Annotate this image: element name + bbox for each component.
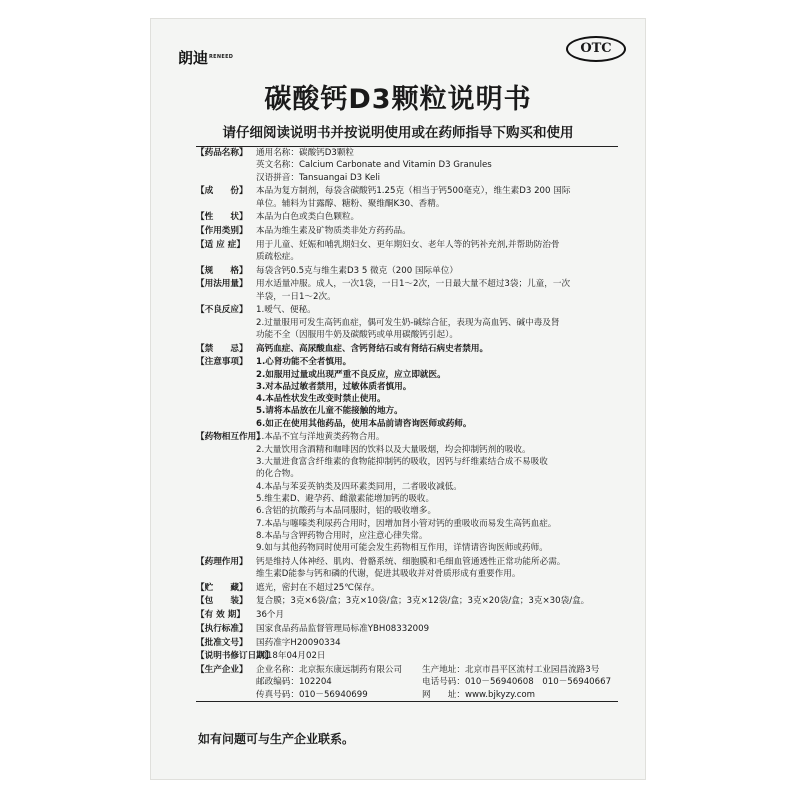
section-line: 的化合物。 bbox=[256, 469, 299, 480]
section-label: 【有 效 期】 bbox=[196, 610, 245, 621]
manufacturer-address: 生产地址：北京市昌平区流村工业园昌流路3号 bbox=[422, 664, 600, 675]
section-line: 复合膜；3克×6袋/盒；3克×10袋/盒；3克×12袋/盒；3克×20袋/盒；3克×30袋/盒。 bbox=[256, 596, 590, 607]
section-line: 8.本品与含钾药物合用时，应注意心律失常。 bbox=[256, 530, 428, 541]
brand-logo-sub: RENEED bbox=[209, 54, 234, 60]
section-value bbox=[256, 556, 618, 581]
section-manufacturer bbox=[196, 664, 618, 701]
section-line: 国药准字H20090334 bbox=[256, 637, 341, 648]
section-line: 用水适量冲服。成人，一次1袋，一日1～2次，一日最大量不超过3袋；儿童，一次 bbox=[256, 279, 571, 290]
section-line: 英文名称：Calcium Carbonate and Vitamin D3 Granules bbox=[256, 160, 492, 171]
section-line: 高钙血症、高尿酸血症、含钙肾结石或有肾结石病史者禁用。 bbox=[256, 343, 489, 354]
section-row bbox=[196, 211, 618, 223]
manufacturer-row-1 bbox=[256, 664, 618, 676]
section-row bbox=[196, 609, 618, 621]
section-line: 国家食品药品监督管理局标准YBH08332009 bbox=[256, 623, 430, 634]
section-row bbox=[196, 650, 618, 662]
section-value bbox=[256, 637, 618, 649]
section-label: 【批准文号】 bbox=[196, 637, 248, 648]
section-value bbox=[256, 304, 618, 341]
manufacturer-company: 企业名称：北京振东康远制药有限公司 bbox=[256, 664, 403, 675]
section-value bbox=[256, 211, 618, 223]
section-label: 【规 格】 bbox=[196, 265, 248, 276]
section-row bbox=[196, 343, 618, 355]
section-value bbox=[256, 623, 618, 635]
section-value bbox=[256, 582, 618, 594]
manufacturer-fax: 传真号码：010－56940699 bbox=[256, 689, 368, 700]
section-line: 2.大量饮用含酒精和咖啡因的饮料以及大量吸烟，均会抑制钙剂的吸收。 bbox=[256, 444, 531, 455]
section-value bbox=[256, 595, 618, 607]
section-value bbox=[256, 147, 618, 184]
instruction-content bbox=[196, 146, 618, 702]
section-line: 1.本品不宜与洋地黄类药物合用。 bbox=[256, 432, 385, 443]
section-value bbox=[256, 356, 618, 430]
section-line: 6.含铝的抗酸药与本品同服时，铝的吸收增多。 bbox=[256, 506, 437, 517]
brand-logo: 朗迪 bbox=[178, 49, 209, 67]
section-value bbox=[256, 609, 618, 621]
section-label: 【用法用量】 bbox=[196, 279, 248, 290]
section-row bbox=[196, 225, 618, 237]
section-line: 本品为维生素及矿物质类非处方药药品。 bbox=[256, 225, 411, 236]
section-row bbox=[196, 278, 618, 303]
section-row bbox=[196, 239, 618, 264]
otc-badge: OTC bbox=[566, 36, 626, 62]
section-label: 【药品名称】 bbox=[196, 148, 248, 158]
section-line: 3.对本品过敏者禁用，过敏体质者慎用。 bbox=[256, 381, 412, 392]
section-label: 【生产企业】 bbox=[196, 664, 248, 675]
section-line: 功能不全（因服用牛奶及碳酸钙或单用碳酸钙引起）。 bbox=[256, 329, 458, 340]
section-line: 维生素D能参与钙和磷的代谢，促进其吸收并对骨质形成有重要作用。 bbox=[256, 569, 521, 580]
section-line: 本品为白色或类白色颗粒。 bbox=[256, 212, 360, 223]
document-subtitle: 请仔细阅读说明书并按说明使用或在药师指导下购买和使用 bbox=[222, 125, 574, 141]
section-line: 36个月 bbox=[256, 610, 285, 621]
section-label: 【执行标准】 bbox=[196, 623, 248, 634]
section-row bbox=[196, 185, 618, 210]
section-label: 【说明书修订日期】 bbox=[196, 651, 274, 662]
section-line: 4.本品性状发生改变时禁止使用。 bbox=[256, 394, 386, 405]
section-value bbox=[256, 343, 618, 355]
section-row bbox=[196, 431, 618, 554]
section-row bbox=[196, 147, 618, 184]
section-label: 【作用类别】 bbox=[196, 225, 248, 236]
section-line: 6.如正在使用其他药品，使用本品前请咨询医师或药师。 bbox=[256, 418, 472, 429]
section-label: 【适 应 症】 bbox=[196, 239, 245, 250]
manufacturer-postcode: 邮政编码：102204 bbox=[256, 677, 332, 688]
section-value bbox=[256, 239, 618, 264]
manufacturer-phone: 电话号码：010－56940608 010－56940667 bbox=[422, 677, 612, 688]
section-value bbox=[256, 278, 618, 303]
section-line: 单位。辅料为甘露醇、糖粉、聚维酮K30、香精。 bbox=[256, 198, 445, 209]
section-label: 【包 装】 bbox=[196, 596, 248, 607]
section-row bbox=[196, 556, 618, 581]
section-line: 2.如服用过量或出现严重不良反应，应立即就医。 bbox=[256, 369, 446, 380]
section-value bbox=[256, 431, 618, 554]
section-row bbox=[196, 304, 618, 341]
section-label: 【药物相互作用】 bbox=[196, 432, 265, 443]
section-value bbox=[256, 185, 618, 210]
section-value bbox=[256, 650, 618, 662]
section-row bbox=[196, 595, 618, 607]
section-label: 【成 份】 bbox=[196, 186, 248, 197]
section-line: 每袋含钙0.5克与维生素D3 5 微克（200 国际单位） bbox=[256, 265, 458, 276]
section-line: 1.心肾功能不全者慎用。 bbox=[256, 357, 352, 368]
section-line: 9.如与其他药物同时使用可能会发生药物相互作用，详情请咨询医师或药师。 bbox=[256, 543, 548, 554]
section-row bbox=[196, 623, 618, 635]
document-title: 碳酸钙D3颗粒说明书 bbox=[264, 84, 532, 115]
section-label: 【不良反应】 bbox=[196, 305, 248, 316]
manufacturer-website: 网 址：www.bjkyzy.com bbox=[422, 689, 536, 700]
manufacturer-row-3 bbox=[256, 689, 618, 701]
section-label: 【注意事项】 bbox=[196, 357, 248, 368]
section-line: 5.维生素D、避孕药、雌激素能增加钙的吸收。 bbox=[256, 493, 435, 504]
section-line: 2.过量服用可发生高钙血症，偶可发生奶-碱综合征，表现为高血钙、碱中毒及肾 bbox=[256, 317, 560, 328]
section-label: 【贮 藏】 bbox=[196, 582, 248, 593]
section-row bbox=[196, 637, 618, 649]
section-line: 5.请将本品放在儿童不能接触的地方。 bbox=[256, 406, 403, 417]
section-line: 用于儿童、妊娠和哺乳期妇女、更年期妇女、老年人等的钙补充剂,并帮助防治骨 bbox=[256, 239, 560, 250]
footer-note: 如有问题可与生产企业联系。 bbox=[198, 732, 355, 746]
section-line: 7.本品与噻嗪类利尿药合用时，因增加肾小管对钙的重吸收而易发生高钙血症。 bbox=[256, 518, 557, 529]
section-label: 【禁 忌】 bbox=[196, 343, 248, 354]
section-label: 【药理作用】 bbox=[196, 556, 248, 567]
section-row bbox=[196, 356, 618, 430]
manufacturer-info bbox=[256, 664, 618, 701]
section-line: 3.大量进食富含纤维素的食物能抑制钙的吸收，因钙与纤维素结合成不易吸收 bbox=[256, 457, 548, 468]
section-line: 半袋，一日1～2次。 bbox=[256, 291, 336, 302]
manufacturer-row-2 bbox=[256, 676, 618, 688]
sections-list bbox=[196, 147, 618, 663]
section-line: 质疏松症。 bbox=[256, 251, 299, 262]
section-value bbox=[256, 265, 618, 277]
section-line: 本品为复方制剂，每袋含碳酸钙1.25克（相当于钙500毫克），维生素D3 200 国际 bbox=[256, 186, 571, 197]
section-line: 钙是维持人体神经、肌肉、骨骼系统、细胞膜和毛细血管通透性正常功能所必需。 bbox=[256, 556, 566, 567]
section-value bbox=[256, 225, 618, 237]
section-row bbox=[196, 582, 618, 594]
section-row bbox=[196, 265, 618, 277]
section-line: 遮光，密封在不超过25℃保存。 bbox=[256, 582, 380, 593]
section-label: 【性 状】 bbox=[196, 212, 248, 223]
section-line: 1.嗳气、便秘。 bbox=[256, 305, 316, 316]
section-line: 汉语拼音：Tansuangai D3 Keli bbox=[256, 172, 381, 183]
section-line: 4.本品与苯妥英钠类及四环素类同用，二者吸收减低。 bbox=[256, 481, 462, 492]
section-line: 2018年04月02日 bbox=[256, 651, 326, 662]
section-line: 通用名称：碳酸钙D3颗粒 bbox=[256, 148, 355, 158]
